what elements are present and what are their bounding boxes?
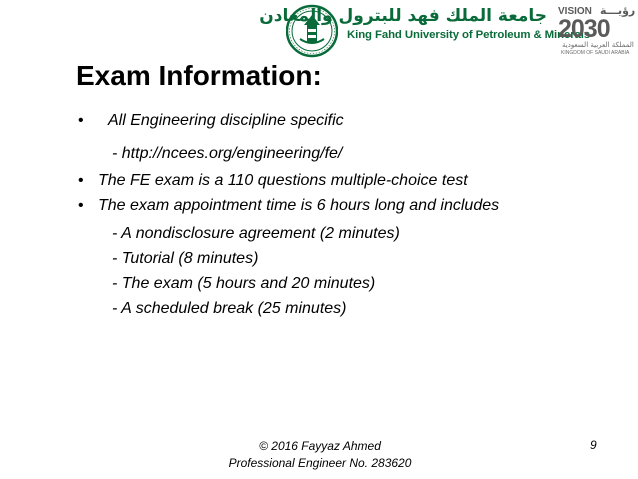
list-item bbox=[70, 108, 630, 141]
list-item-text: All Engineering discipline specific bbox=[108, 112, 344, 129]
vision-arabic-word: رؤيـــة bbox=[600, 4, 636, 17]
list-item-text: The exam appointment time is 6 hours long and includes bbox=[98, 197, 500, 214]
slide-title: Exam Information: bbox=[76, 60, 322, 91]
list-item bbox=[70, 246, 630, 271]
list-item bbox=[70, 271, 630, 296]
list-item-text: The FE exam is a 110 questions multiple-choice test bbox=[98, 172, 468, 189]
list-item bbox=[70, 193, 630, 221]
vision-2030-logo bbox=[558, 6, 634, 56]
list-item-text: - A scheduled break (25 minutes) bbox=[112, 300, 347, 317]
list-item-text: - http://ncees.org/engineering/fe/ bbox=[112, 145, 343, 162]
bullet-icon: • bbox=[78, 112, 84, 129]
list-item-text: - Tutorial (8 minutes) bbox=[112, 250, 259, 267]
list-item-text: - A nondisclosure agreement (2 minutes) bbox=[112, 225, 400, 242]
list-item bbox=[70, 296, 630, 321]
footer-copyright: © 2016 Fayyaz Ahmed bbox=[259, 439, 381, 453]
footer-credit bbox=[200, 438, 440, 472]
vision-word: VISION bbox=[558, 6, 592, 17]
vision-kingdom-arabic: المملكة العربية السعودية bbox=[562, 41, 634, 49]
bullet-icon: • bbox=[78, 172, 84, 189]
list-item bbox=[70, 221, 630, 246]
page-number: 9 bbox=[590, 438, 597, 452]
list-item bbox=[70, 141, 630, 168]
list-item bbox=[70, 168, 630, 193]
bullet-icon: • bbox=[78, 197, 84, 214]
university-name-english: King Fahd University of Petroleum & Minerals bbox=[347, 29, 591, 41]
list-item-text: - The exam (5 hours and 20 minutes) bbox=[112, 275, 376, 292]
slide-content bbox=[70, 108, 630, 321]
vision-year: 2030 bbox=[558, 15, 610, 43]
footer-credential: Professional Engineer No. 283620 bbox=[228, 456, 412, 470]
university-name-arabic: جامعة الملك فهد للبترول والمعادن bbox=[259, 6, 547, 26]
vision-kingdom-english: KINGDOM OF SAUDI ARABIA bbox=[561, 50, 630, 56]
